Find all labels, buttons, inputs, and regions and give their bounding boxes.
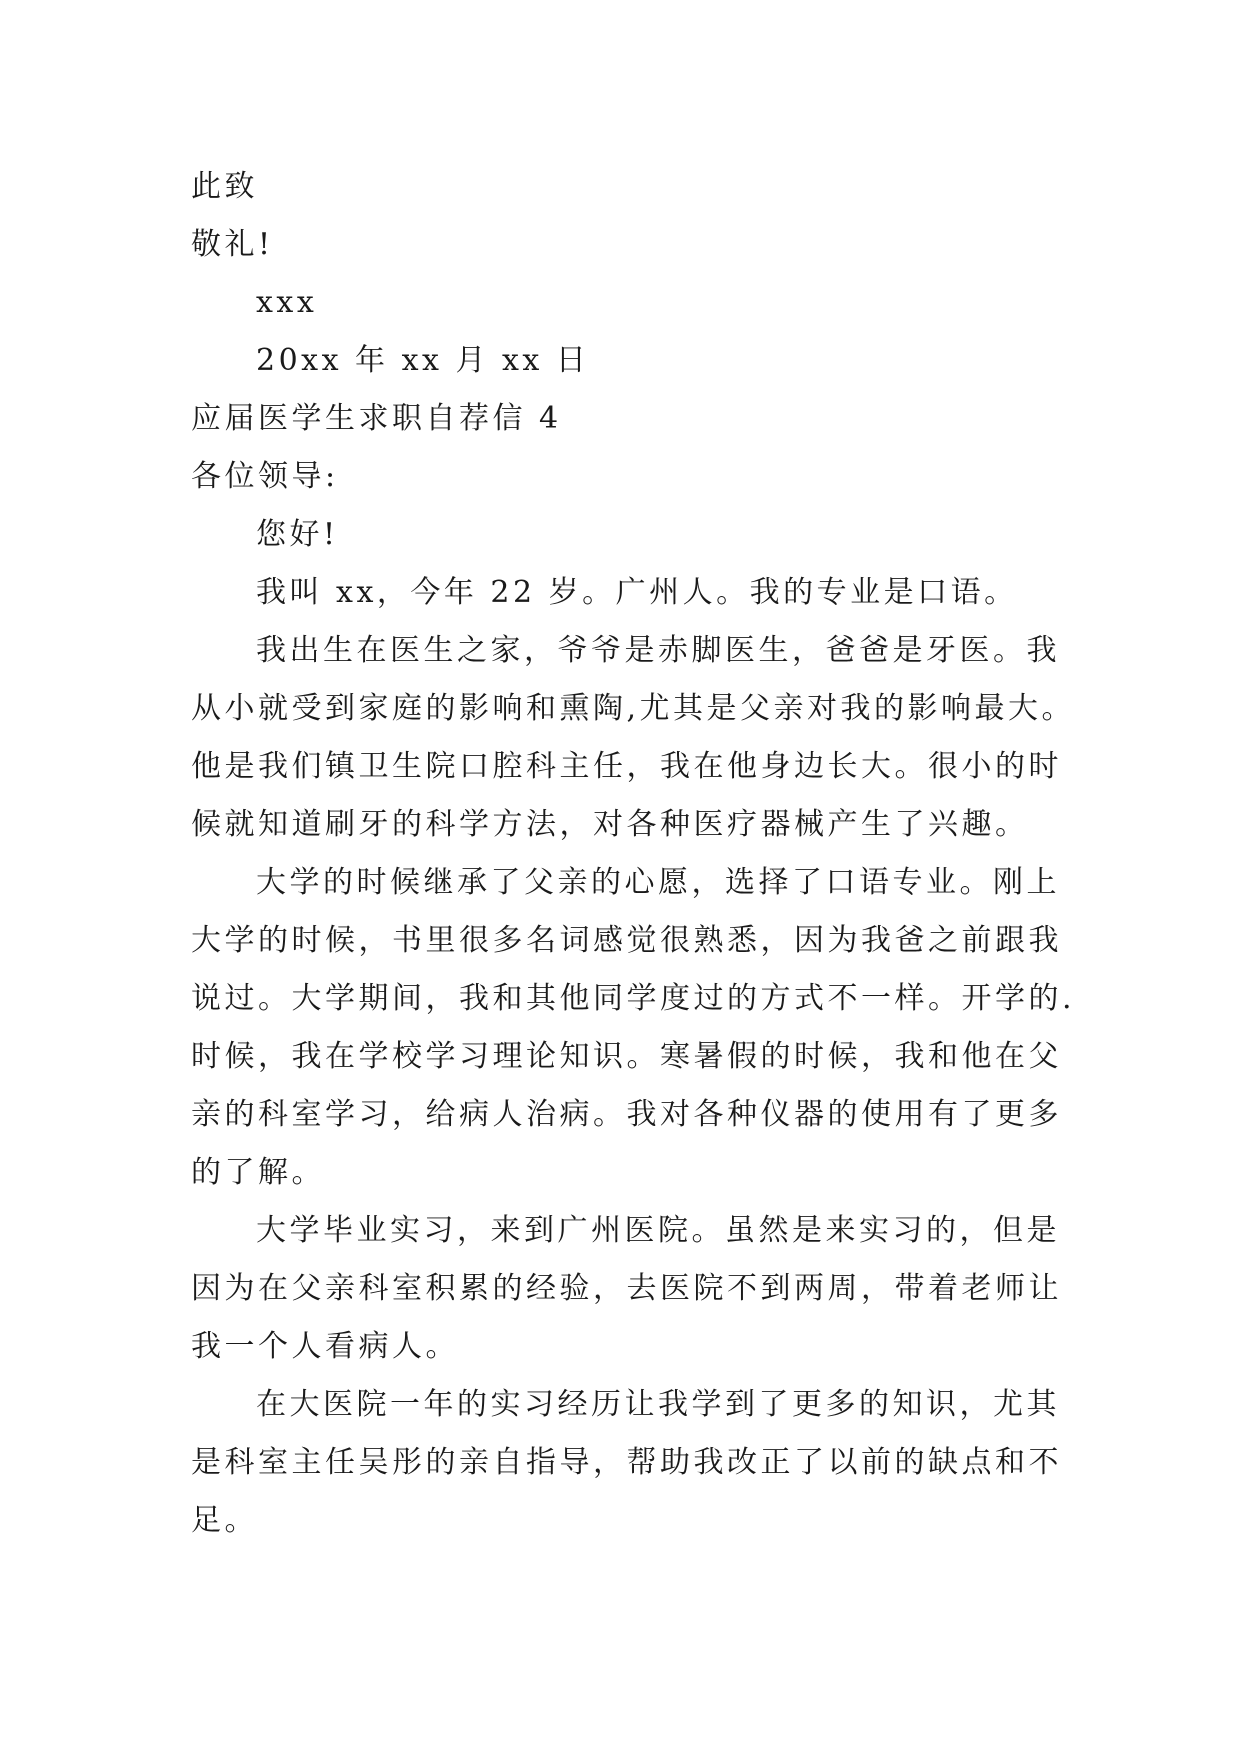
date: 20xx 年 xx 月 xx 日 [256, 343, 590, 378]
paragraph-line: 说过。大学期间，我和其他同学度过的方式不一样。开学的. [191, 981, 1076, 1016]
letter-body [191, 158, 1076, 1550]
paragraph-line: 大学的时候，书里很多名词感觉很熟悉，因为我爸之前跟我 [191, 923, 1062, 958]
paragraph-line: 因为在父亲科室积累的经验，去医院不到两周，带着老师让 [191, 1271, 1062, 1306]
paragraph-line: 亲的科室学习，给病人治病。我对各种仪器的使用有了更多 [191, 1097, 1062, 1132]
paragraph [191, 1202, 1062, 1376]
paragraph-line: 在大医院一年的实习经历让我学到了更多的知识，尤其 [256, 1387, 1060, 1422]
paragraph-line: 候就知道刷牙的科学方法，对各种医疗器械产生了兴趣。 [191, 807, 1029, 842]
salutation: 各位领导: [191, 459, 339, 494]
paragraph-line: 我出生在医生之家，爷爷是赤脚医生，爸爸是牙医。我 [256, 633, 1060, 668]
paragraph-line: 是科室主任吴彤的亲自指导，帮助我改正了以前的缺点和不 [191, 1445, 1062, 1480]
paragraph-line: 时候，我在学校学习理论知识。寒暑假的时候，我和他在父 [191, 1039, 1062, 1074]
paragraph [191, 1376, 1062, 1550]
paragraph [191, 854, 1076, 1202]
paragraph-line: 他是我们镇卫生院口腔科主任，我在他身边长大。很小的时 [191, 749, 1062, 784]
signature: xxx [256, 285, 318, 320]
paragraph-line: 足。 [191, 1503, 258, 1538]
paragraph-line: 我一个人看病人。 [191, 1329, 459, 1364]
greeting: 您好! [256, 517, 339, 552]
closing-line-1: 此致 [191, 169, 258, 204]
paragraph-line: 我叫 xx，今年 22 岁。广州人。我的专业是口语。 [256, 575, 1018, 610]
closing-line-2: 敬礼! [191, 227, 274, 262]
paragraph-line: 大学的时候继承了父亲的心愿，选择了口语专业。刚上 [256, 865, 1060, 900]
paragraph [191, 622, 1076, 854]
letter-title: 应届医学生求职自荐信 4 [191, 401, 562, 436]
paragraph [191, 564, 1059, 622]
paragraph-line: 的了解。 [191, 1155, 325, 1190]
paragraph-line: 大学毕业实习，来到广州医院。虽然是来实习的，但是 [256, 1213, 1060, 1248]
paragraph-line: 从小就受到家庭的影响和熏陶,尤其是父亲对我的影响最大。 [191, 691, 1076, 726]
